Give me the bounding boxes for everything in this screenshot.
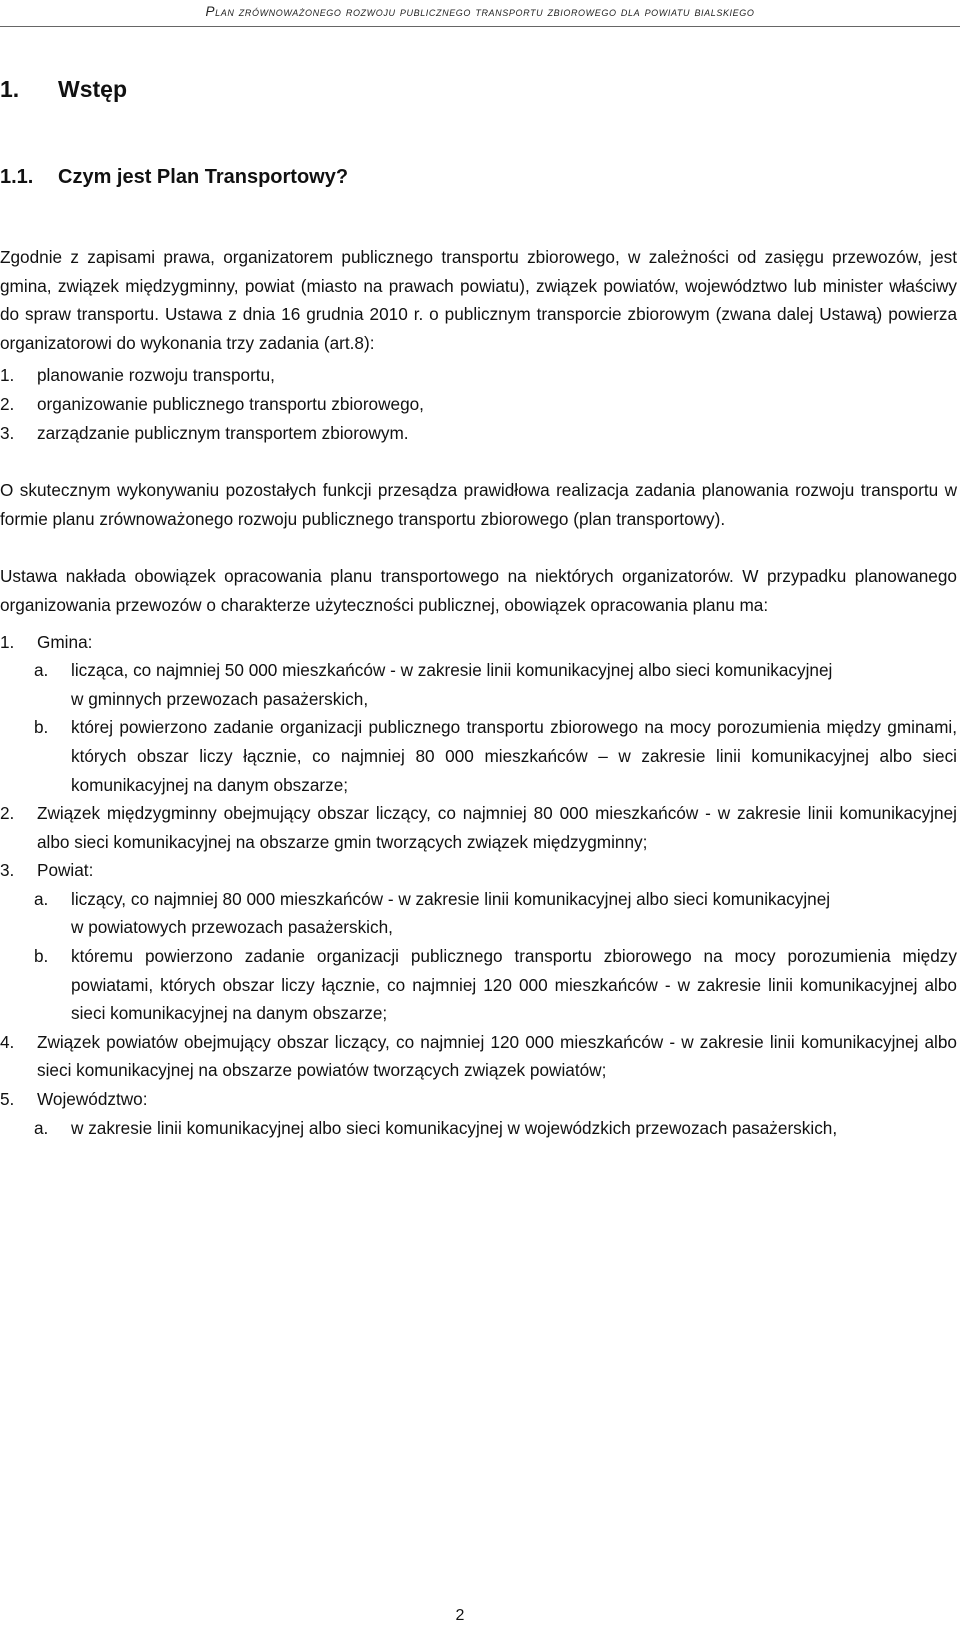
sub-list-item: [34, 885, 957, 942]
sub-list-item: [34, 942, 957, 1028]
list-item-number: 2.: [0, 393, 15, 414]
paragraph-intro: Zgodnie z zapisami prawa, organizatorem publicznego transportu zbiorowego, w zależności od zasięgu przewozów, jest gmina, związek międzygminny, powiat (miasto na prawach powiatu), związek powiatów, województwo lub minister właściwy do spraw transportu. Ustawa z dnia 16 grudnia 2010 r. o publicznym transporcie zbiorowym (zwana dalej Ustawą) powierza organizatorowi do wykonania trzy zadania (art.8):: [0, 247, 957, 353]
section-heading: [0, 76, 127, 103]
sub-item-text: [71, 885, 957, 942]
list-item: [0, 628, 957, 657]
list-item-text: Związek powiatów obejmujący obszar liczący, co najmniej 120 000 mieszkańców - w zakresie linii komunikacyjnej albo sieci komunikacyjnej na obszarze powiatów tworzących związek powiatów;: [37, 1031, 957, 1081]
list-item-number: 3.: [0, 860, 15, 881]
list-item: [0, 856, 957, 885]
paragraph-planning: O skutecznym wykonywaniu pozostałych funkcji przesądza prawidłowa realizacja zadania planowania rozwoju transportu w formie planu zrównoważonego rozwoju publicznego transportu zbiorowego (plan transportowy).: [0, 480, 957, 529]
sub-list-item: [34, 713, 957, 799]
spacer: [0, 533, 957, 562]
sub-item-letter: a.: [34, 660, 49, 681]
subsection-number: 1.1.: [0, 166, 34, 188]
sub-item-text-part: w powiatowych przewozach pasażerskich,: [71, 917, 393, 938]
list-item-text: organizowanie publicznego transportu zbiorowego,: [37, 393, 424, 414]
running-header-text: Plan zrównoważonego rozwoju publicznego transportu zbiorowego dla powiatu bialskiego: [205, 4, 755, 19]
list-item-text: Związek międzygminny obejmujący obszar liczący, co najmniej 80 000 mieszkańców - w zakresie linii komunikacyjnej albo sieci komunikacyjnej na obszarze gmin tworzących związek międzygminny;: [37, 803, 957, 852]
list-item-text: Województwo:: [37, 1089, 148, 1110]
sub-item-text-part: licząca, co najmniej 50 000 mieszkańców - w zakresie linii komunikacyjnej albo sieci komunikacyjnej: [71, 660, 833, 681]
sub-list-item: [34, 1114, 957, 1143]
list-item-number: 1.: [0, 365, 15, 386]
section-number: 1.: [0, 76, 20, 102]
sub-item-text: w zakresie linii komunikacyjnej albo sieci komunikacyjnej w wojewódzkich przewozach pasażerskich,: [71, 1117, 838, 1138]
list-item-number: 2.: [0, 803, 15, 824]
spacer: [0, 447, 957, 476]
sub-item-letter: a.: [34, 1117, 49, 1138]
list-item: [0, 799, 957, 856]
list-item-text: Powiat:: [37, 860, 94, 881]
running-header: [0, 4, 960, 19]
sub-item-letter: b.: [34, 717, 49, 738]
list-item-text: planowanie rozwoju transportu,: [37, 365, 275, 386]
sub-item-text: któremu powierzono zadanie organizacji publicznego transportu zbiorowego na mocy porozumienia między powiatami, których obszar liczy łącznie, co najmniej 120 000 mieszkańców - w zakresie linii komunikacyjnej albo sieci komunikacyjnej na danym obszarze;: [71, 946, 957, 1024]
list-item: [0, 390, 957, 419]
obligations-list: [0, 628, 957, 1143]
sub-item-text: [71, 656, 957, 713]
sub-item-letter: b.: [34, 946, 49, 967]
list-item: [0, 1085, 957, 1114]
subsection-title: Czym jest Plan Transportowy?: [58, 166, 349, 188]
header-rule: [0, 26, 960, 27]
sub-item-text-part: w gminnych przewozach pasażerskich,: [71, 688, 369, 709]
list-item-number: 5.: [0, 1089, 15, 1110]
sub-list-item: [34, 656, 957, 713]
list-item: [0, 419, 957, 448]
list-item-number: 4.: [0, 1031, 15, 1052]
page-number: 2: [455, 1607, 465, 1624]
list-item: [0, 1028, 957, 1085]
list-item: [0, 361, 957, 390]
subsection-heading: [0, 166, 348, 189]
sub-item-letter: a.: [34, 888, 49, 909]
list-item-text: zarządzanie publicznym transportem zbiorowym.: [37, 422, 409, 443]
tasks-list: [0, 361, 957, 447]
sub-item-text-part: liczący, co najmniej 80 000 mieszkańców - w zakresie linii komunikacyjnej albo sieci komunikacyjnej: [71, 888, 831, 909]
list-item-text: Gmina:: [37, 631, 93, 652]
sub-item-text: której powierzono zadanie organizacji publicznego transportu zbiorowego na mocy porozumienia między gminami, których obszar liczy łącznie, co najmniej 80 000 mieszkańców – w zakresie linii komunikacyjnej albo sieci komunikacyjnej na danym obszarze;: [71, 717, 957, 795]
document-body: [0, 243, 957, 1142]
paragraph-obligation: Ustawa nakłada obowiązek opracowania planu transportowego na niektórych organizatorów. W przypadku planowanego organizowania przewozów o charakterze użyteczności publicznej, obowiązek opracowania planu ma:: [0, 566, 957, 615]
section-title: Wstęp: [58, 76, 127, 102]
list-item-number: 3.: [0, 422, 15, 443]
list-item-number: 1.: [0, 631, 15, 652]
